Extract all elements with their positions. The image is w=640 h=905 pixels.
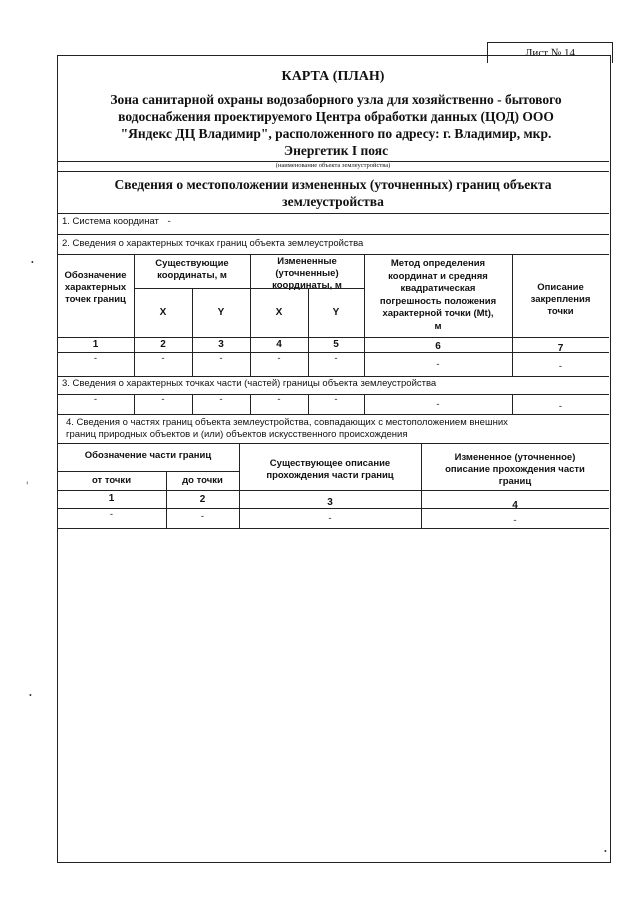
header-changed-y: Y (332, 307, 340, 318)
header-changed-coordinates: Измененные (уточненные) координаты, м (272, 256, 342, 291)
table-cell: - (436, 359, 440, 370)
header-existing-x: X (159, 307, 167, 318)
object-caption: (наименование объекта землеустройства) (275, 162, 391, 169)
section4-label-line-1: 4. Сведения о частях границ объекта землеустройства, совпадающих с местоположением внешних (66, 417, 508, 428)
column-number: 4 (512, 500, 518, 511)
header-point-description: Описание закрепления точки (530, 282, 591, 317)
column-number: 3 (327, 497, 333, 508)
table-cell: - (334, 394, 338, 405)
column-number: 7 (557, 343, 564, 354)
table-rule (57, 254, 609, 255)
column-number: 2 (199, 494, 206, 505)
table-cell: - (93, 353, 98, 364)
object-name-line-4: Энергетик I пояс (283, 143, 389, 158)
column-number: 5 (333, 339, 339, 350)
section1-value: - (167, 216, 171, 227)
table-cell: - (277, 353, 281, 364)
object-name-line-1: Зона санитарной охраны водозаборного узла для хозяйственно - бытового (110, 92, 562, 107)
table-cell: - (219, 394, 223, 405)
table-cell: - (200, 511, 205, 522)
table-cell: - (161, 353, 165, 364)
column-number: 3 (218, 339, 224, 350)
table-rule (57, 490, 609, 491)
table-rule (57, 471, 239, 472)
header-changed-x: X (275, 307, 283, 318)
rule (57, 213, 609, 214)
margin-mark: • (29, 691, 32, 700)
header-boundary-parts: Обозначение части границ (84, 450, 212, 461)
table-cell: - (436, 399, 440, 410)
section-heading-line-1: Сведения о местоположении измененных (уточненных) границ объекта (114, 177, 552, 192)
coordinate-system-label (62, 216, 171, 227)
column-number: 1 (92, 339, 99, 350)
column-number: 6 (435, 341, 441, 352)
header-method: Метод определения координат и средняя квадратическая погрешность положения характерной точки (Mt), м (379, 258, 497, 332)
column-number: 1 (108, 493, 115, 504)
section-heading (70, 176, 596, 210)
header-from-point: от точки (91, 475, 132, 486)
section2-label: 2. Сведения о характерных точках границ объекта землеустройства (62, 238, 364, 249)
table-rule (57, 376, 609, 377)
column-number: 4 (276, 339, 282, 350)
table-cell: - (558, 361, 563, 372)
section-heading-line-2: землеустройства (282, 194, 384, 209)
section1-label: 1. Система координат (62, 216, 159, 227)
table-rule (57, 528, 609, 529)
document-title: КАРТА (ПЛАН) (281, 69, 385, 84)
header-existing-coordinates: Существующие координаты, м (155, 258, 229, 281)
rule (57, 234, 609, 235)
table-rule (57, 337, 609, 338)
table-cell: - (558, 401, 563, 412)
margin-mark: • (31, 258, 34, 267)
header-changed-description: Измененное (уточненное) описание прохождения части границ (445, 452, 585, 487)
header-existing-description: Существующее описание прохождения части границ (266, 458, 394, 481)
section4-label-line-2: границ природных объектов и (или) объектов искусственного происхождения (66, 429, 408, 440)
object-name (80, 91, 592, 159)
table-rule (57, 414, 609, 415)
table-cell: - (161, 394, 165, 405)
table-cell: - (513, 515, 517, 526)
table-cell: - (334, 353, 338, 364)
table-cell: - (219, 353, 223, 364)
table-cell: - (93, 394, 98, 405)
table-cell: - (109, 509, 114, 520)
table-cell: - (277, 394, 281, 405)
rule (57, 171, 609, 172)
table-rule (57, 443, 609, 444)
column-number: 2 (160, 339, 166, 350)
header-point-designation: Обозначение характерных точек границ (64, 270, 127, 305)
margin-mark: • (604, 847, 607, 856)
object-name-line-3: "Яндекс ДЦ Владимир", расположенного по адресу: г. Владимир, мкр. (120, 126, 552, 141)
object-name-line-2: водоснабжения проектируемого Центра обработки данных (ЦОД) ООО (118, 109, 554, 124)
table-cell: - (328, 513, 332, 524)
header-to-point: до точки (182, 475, 223, 486)
section3-label: 3. Сведения о характерных точках части (частей) границы объекта землеустройства (62, 378, 437, 389)
margin-mark: ‹ (26, 478, 29, 487)
header-existing-y: Y (217, 307, 225, 318)
section4-label (66, 417, 508, 441)
sheet-number: Лист № 14 (487, 42, 613, 63)
